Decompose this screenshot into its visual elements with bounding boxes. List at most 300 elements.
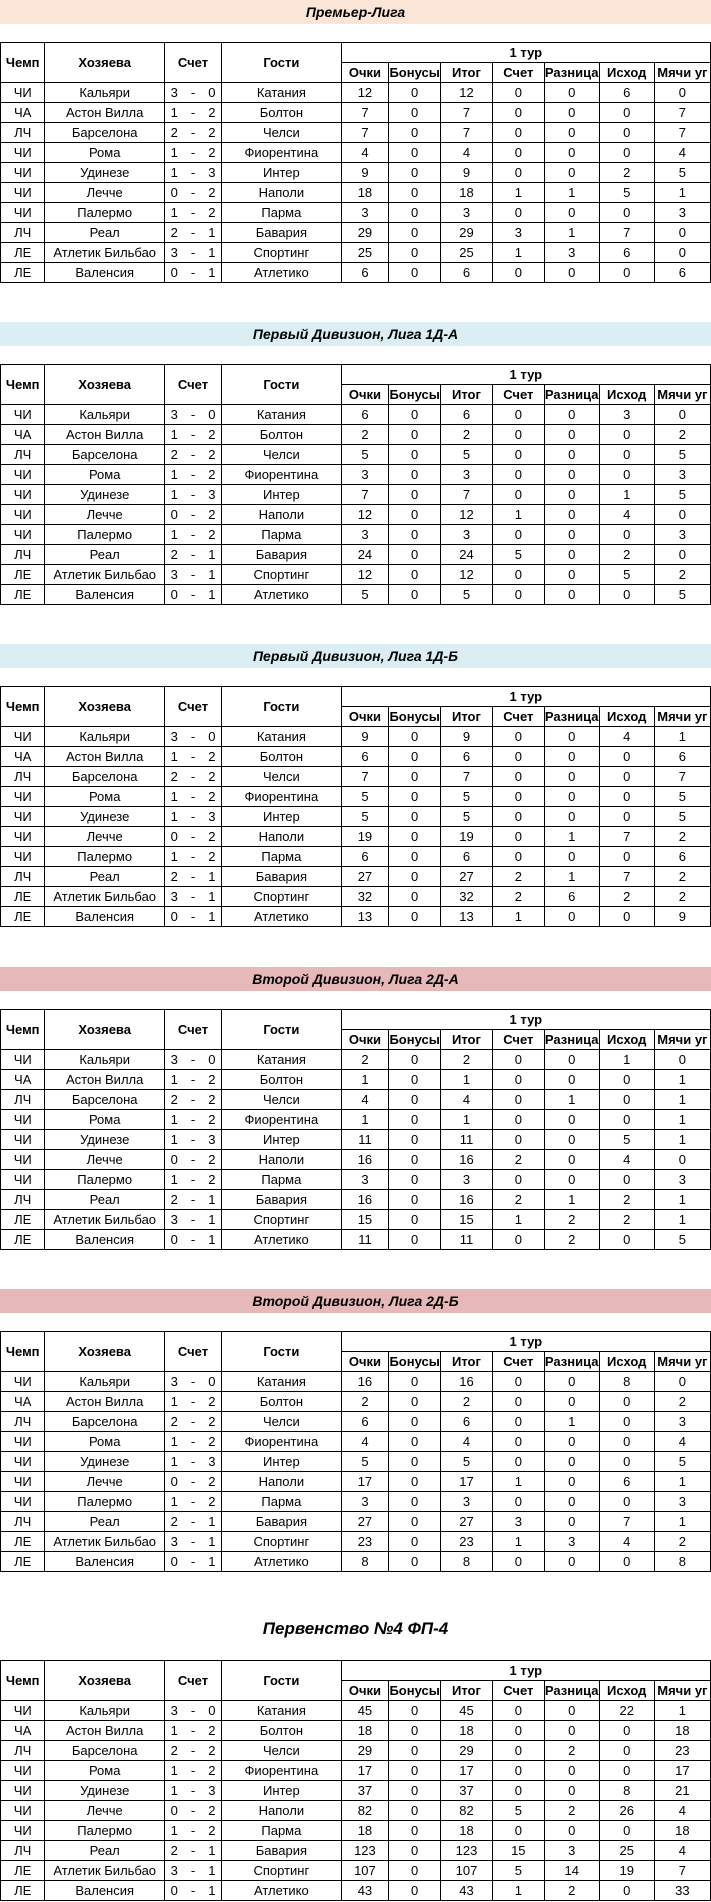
table-cell: 19 xyxy=(441,827,493,847)
table-cell: Палермо xyxy=(45,1821,165,1841)
table-cell: Спортинг xyxy=(222,565,342,585)
table-cell: 1 xyxy=(203,1841,222,1861)
table-cell: 3 xyxy=(203,163,222,183)
table-cell: ЧА xyxy=(1,1392,45,1412)
table-cell: 6 xyxy=(441,847,493,867)
table-cell: 3 xyxy=(544,1532,599,1552)
table-cell: 0 xyxy=(203,83,222,103)
table-cell: 1 xyxy=(492,243,544,263)
table-cell: 0 xyxy=(599,907,654,927)
table-cell: 0 xyxy=(544,83,599,103)
table-cell: 2 xyxy=(164,1512,183,1532)
table-cell: 1 xyxy=(654,1701,710,1721)
table-cell: 2 xyxy=(203,425,222,445)
table-cell: ЛЧ xyxy=(1,1741,45,1761)
table-cell: Рома xyxy=(45,1432,165,1452)
table-cell: Барселона xyxy=(45,123,165,143)
table-cell: Парма xyxy=(222,203,342,223)
table-cell: - xyxy=(184,847,203,867)
header-col: Бонусы xyxy=(389,707,441,727)
table-cell: 0 xyxy=(654,1050,710,1070)
table-cell: 0 xyxy=(544,807,599,827)
table-cell: 2 xyxy=(203,1392,222,1412)
table-cell: 0 xyxy=(389,847,441,867)
table-cell: 2 xyxy=(599,545,654,565)
header-col: Итог xyxy=(441,385,493,405)
table-row xyxy=(1,1090,711,1110)
table-cell: Астон Вилла xyxy=(45,103,165,123)
table-cell: Реал xyxy=(45,223,165,243)
table-cell: Наполи xyxy=(222,183,342,203)
header-round: 1 тур xyxy=(341,43,710,63)
table-cell: 0 xyxy=(492,163,544,183)
table-cell: 0 xyxy=(599,1230,654,1250)
table-row xyxy=(1,1170,711,1190)
table-cell: 107 xyxy=(341,1861,389,1881)
table-cell: - xyxy=(184,1110,203,1130)
league-title: Премьер-Лига xyxy=(0,0,711,24)
table-cell: 5 xyxy=(654,1452,710,1472)
table-cell: 0 xyxy=(599,787,654,807)
table-cell: Наполи xyxy=(222,505,342,525)
table-cell: 0 xyxy=(492,585,544,605)
table-cell: 3 xyxy=(599,405,654,425)
league-table xyxy=(0,686,711,927)
table-cell: ЧИ xyxy=(1,1110,45,1130)
table-cell: 0 xyxy=(492,425,544,445)
table-cell: 18 xyxy=(341,1821,389,1841)
table-cell: ЧИ xyxy=(1,847,45,867)
table-cell: 0 xyxy=(599,1412,654,1432)
table-cell: 6 xyxy=(654,263,710,283)
table-cell: 2 xyxy=(203,1170,222,1190)
table-cell: 26 xyxy=(599,1801,654,1821)
table-cell: ЧИ xyxy=(1,163,45,183)
table-cell: ЛЧ xyxy=(1,1190,45,1210)
table-cell: Челси xyxy=(222,1741,342,1761)
table-cell: 0 xyxy=(203,1372,222,1392)
table-cell: 2 xyxy=(599,887,654,907)
table-cell: - xyxy=(184,1452,203,1472)
table-cell: 2 xyxy=(203,445,222,465)
header-row xyxy=(1,1661,711,1681)
table-cell: ЛЕ xyxy=(1,1210,45,1230)
table-cell: 2 xyxy=(203,1150,222,1170)
table-cell: 0 xyxy=(389,405,441,425)
table-cell: 0 xyxy=(389,1170,441,1190)
table-cell: 2 xyxy=(203,103,222,123)
table-cell: 0 xyxy=(599,1741,654,1761)
table-cell: Болтон xyxy=(222,103,342,123)
table-cell: 3 xyxy=(441,1492,493,1512)
table-cell: 0 xyxy=(492,807,544,827)
table-cell: Палермо xyxy=(45,203,165,223)
table-row xyxy=(1,847,711,867)
table-cell: Рома xyxy=(45,1110,165,1130)
table-cell: 0 xyxy=(544,1392,599,1412)
table-cell: 0 xyxy=(389,1701,441,1721)
table-cell: Фиорентина xyxy=(222,787,342,807)
header-col: Счет xyxy=(492,1352,544,1372)
table-cell: 3 xyxy=(341,1492,389,1512)
table-cell: 0 xyxy=(492,565,544,585)
table-cell: 12 xyxy=(341,505,389,525)
table-cell: 8 xyxy=(654,1552,710,1572)
table-cell: 0 xyxy=(492,1781,544,1801)
table-cell: 2 xyxy=(544,1801,599,1821)
table-cell: 0 xyxy=(389,545,441,565)
table-cell: 0 xyxy=(492,1741,544,1761)
header-row xyxy=(1,1332,711,1352)
header-home: Хозяева xyxy=(45,1010,165,1050)
table-cell: - xyxy=(184,1701,203,1721)
table-cell: 1 xyxy=(492,907,544,927)
table-cell: 24 xyxy=(341,545,389,565)
table-cell: Спортинг xyxy=(222,243,342,263)
table-cell: Парма xyxy=(222,1821,342,1841)
table-row xyxy=(1,143,711,163)
table-cell: 4 xyxy=(341,1090,389,1110)
table-cell: ЧИ xyxy=(1,1821,45,1841)
table-cell: 1 xyxy=(164,1492,183,1512)
table-cell: 5 xyxy=(654,807,710,827)
table-cell: ЧИ xyxy=(1,1761,45,1781)
table-cell: 3 xyxy=(164,1701,183,1721)
table-cell: 1 xyxy=(544,1190,599,1210)
table-cell: 0 xyxy=(654,223,710,243)
header-row xyxy=(1,43,711,63)
table-cell: - xyxy=(184,1050,203,1070)
table-cell: Реал xyxy=(45,1841,165,1861)
table-cell: 3 xyxy=(164,1372,183,1392)
table-cell: 0 xyxy=(164,263,183,283)
table-cell: 1 xyxy=(203,223,222,243)
table-row xyxy=(1,1110,711,1130)
table-cell: 0 xyxy=(599,847,654,867)
table-cell: ЧИ xyxy=(1,465,45,485)
header-col: Исход xyxy=(599,63,654,83)
table-cell: 5 xyxy=(441,787,493,807)
table-cell: Барселона xyxy=(45,1412,165,1432)
table-cell: Парма xyxy=(222,847,342,867)
table-cell: - xyxy=(184,505,203,525)
header-col: Исход xyxy=(599,1352,654,1372)
table-cell: 0 xyxy=(654,83,710,103)
table-cell: 0 xyxy=(599,425,654,445)
table-cell: 0 xyxy=(654,1372,710,1392)
table-cell: 2 xyxy=(654,887,710,907)
table-cell: 25 xyxy=(341,243,389,263)
table-row xyxy=(1,1861,711,1881)
table-cell: Астон Вилла xyxy=(45,425,165,445)
table-cell: 2 xyxy=(203,1761,222,1781)
table-cell: 3 xyxy=(341,465,389,485)
header-champ: Чемп xyxy=(1,1661,45,1701)
table-cell: 1 xyxy=(203,585,222,605)
table-cell: 3 xyxy=(164,1861,183,1881)
table-cell: 3 xyxy=(654,203,710,223)
table-cell: 0 xyxy=(492,123,544,143)
table-cell: 0 xyxy=(544,767,599,787)
table-cell: - xyxy=(184,1432,203,1452)
table-cell: 1 xyxy=(164,1070,183,1090)
table-cell: ЛЧ xyxy=(1,1090,45,1110)
table-cell: 5 xyxy=(341,585,389,605)
table-cell: Бавария xyxy=(222,223,342,243)
table-cell: 37 xyxy=(441,1781,493,1801)
table-cell: - xyxy=(184,1190,203,1210)
table-row xyxy=(1,585,711,605)
table-cell: 0 xyxy=(544,1452,599,1472)
table-cell: 7 xyxy=(441,485,493,505)
header-col: Бонусы xyxy=(389,1681,441,1701)
table-cell: 0 xyxy=(389,907,441,927)
table-cell: 6 xyxy=(599,1472,654,1492)
table-cell: 6 xyxy=(654,747,710,767)
table-cell: 7 xyxy=(441,767,493,787)
table-cell: - xyxy=(184,1150,203,1170)
header-guests: Гости xyxy=(222,1332,342,1372)
table-cell: - xyxy=(184,1552,203,1572)
table-cell: 0 xyxy=(492,1050,544,1070)
table-cell: 82 xyxy=(441,1801,493,1821)
table-cell: 1 xyxy=(164,747,183,767)
table-cell: Удинезе xyxy=(45,1452,165,1472)
table-cell: Катания xyxy=(222,83,342,103)
table-cell: 0 xyxy=(544,847,599,867)
table-cell: - xyxy=(184,525,203,545)
table-cell: 2 xyxy=(441,1050,493,1070)
table-cell: Болтон xyxy=(222,1392,342,1412)
table-cell: - xyxy=(184,143,203,163)
table-row xyxy=(1,1070,711,1090)
table-cell: 1 xyxy=(341,1110,389,1130)
table-cell: 3 xyxy=(203,1781,222,1801)
table-cell: - xyxy=(184,83,203,103)
table-cell: 2 xyxy=(492,1190,544,1210)
table-cell: 2 xyxy=(164,767,183,787)
table-cell: 0 xyxy=(599,1090,654,1110)
table-cell: Фиорентина xyxy=(222,143,342,163)
table-row xyxy=(1,827,711,847)
table-cell: Бавария xyxy=(222,1841,342,1861)
table-cell: Спортинг xyxy=(222,1861,342,1881)
table-cell: 13 xyxy=(441,907,493,927)
table-cell: ЧИ xyxy=(1,1452,45,1472)
table-cell: 2 xyxy=(203,1821,222,1841)
table-cell: - xyxy=(184,827,203,847)
table-cell: 1 xyxy=(492,505,544,525)
table-cell: 2 xyxy=(164,1412,183,1432)
table-cell: 12 xyxy=(341,565,389,585)
table-cell: 18 xyxy=(654,1721,710,1741)
table-cell: 0 xyxy=(654,545,710,565)
table-cell: 7 xyxy=(599,1512,654,1532)
table-cell: 0 xyxy=(389,1532,441,1552)
league-title: Первый Дивизион, Лига 1Д-А xyxy=(0,322,711,346)
table-cell: ЧИ xyxy=(1,1150,45,1170)
table-cell: 5 xyxy=(654,163,710,183)
table-cell: - xyxy=(184,807,203,827)
league-table xyxy=(0,1009,711,1250)
header-col: Мячи уг xyxy=(654,1352,710,1372)
table-cell: 0 xyxy=(599,123,654,143)
table-row xyxy=(1,405,711,425)
table-cell: 17 xyxy=(341,1472,389,1492)
table-cell: 18 xyxy=(441,1821,493,1841)
header-guests: Гости xyxy=(222,365,342,405)
table-cell: 5 xyxy=(441,585,493,605)
table-cell: Реал xyxy=(45,545,165,565)
table-cell: 1 xyxy=(654,1090,710,1110)
table-cell: Спортинг xyxy=(222,887,342,907)
table-cell: Астон Вилла xyxy=(45,747,165,767)
table-cell: 1 xyxy=(164,847,183,867)
table-cell: 7 xyxy=(654,767,710,787)
table-cell: 23 xyxy=(441,1532,493,1552)
table-cell: - xyxy=(184,787,203,807)
header-guests: Гости xyxy=(222,687,342,727)
table-cell: 0 xyxy=(389,585,441,605)
table-cell: 1 xyxy=(599,1050,654,1070)
table-row xyxy=(1,1432,711,1452)
table-cell: ЧИ xyxy=(1,203,45,223)
table-cell: 1 xyxy=(341,1070,389,1090)
table-cell: 2 xyxy=(203,1110,222,1130)
table-cell: ЧИ xyxy=(1,183,45,203)
table-cell: 21 xyxy=(654,1781,710,1801)
table-cell: 0 xyxy=(654,405,710,425)
table-cell: 0 xyxy=(389,747,441,767)
table-cell: 11 xyxy=(341,1130,389,1150)
table-cell: 0 xyxy=(164,1150,183,1170)
table-cell: 5 xyxy=(341,1452,389,1472)
table-cell: ЧА xyxy=(1,1070,45,1090)
header-round: 1 тур xyxy=(341,1010,710,1030)
table-row xyxy=(1,1392,711,1412)
table-cell: Астон Вилла xyxy=(45,1070,165,1090)
table-cell: Наполи xyxy=(222,827,342,847)
table-cell: 7 xyxy=(599,223,654,243)
table-cell: 4 xyxy=(441,143,493,163)
table-cell: 43 xyxy=(441,1881,493,1901)
table-cell: 0 xyxy=(599,747,654,767)
table-cell: 0 xyxy=(599,1721,654,1741)
table-cell: 0 xyxy=(389,1210,441,1230)
table-cell: - xyxy=(184,545,203,565)
table-cell: Валенсия xyxy=(45,1881,165,1901)
table-cell: 2 xyxy=(203,767,222,787)
table-cell: 3 xyxy=(492,223,544,243)
table-cell: 0 xyxy=(389,807,441,827)
table-cell: Интер xyxy=(222,1130,342,1150)
table-cell: 6 xyxy=(599,83,654,103)
table-cell: ЧИ xyxy=(1,1170,45,1190)
table-cell: 0 xyxy=(544,123,599,143)
table-cell: 0 xyxy=(599,263,654,283)
table-cell: 0 xyxy=(599,1761,654,1781)
table-cell: ЧИ xyxy=(1,1472,45,1492)
header-col: Счет xyxy=(492,707,544,727)
table-cell: 0 xyxy=(492,465,544,485)
table-cell: Рома xyxy=(45,787,165,807)
table-cell: 2 xyxy=(164,223,183,243)
table-cell: ЛЕ xyxy=(1,1881,45,1901)
table-cell: 18 xyxy=(341,1721,389,1741)
table-cell: Удинезе xyxy=(45,1781,165,1801)
table-cell: Рома xyxy=(45,1761,165,1781)
table-cell: 0 xyxy=(164,1552,183,1572)
table-cell: 0 xyxy=(492,1761,544,1781)
table-cell: Интер xyxy=(222,1452,342,1472)
table-cell: 0 xyxy=(492,143,544,163)
league-title: Второй Дивизион, Лига 2Д-Б xyxy=(0,1289,711,1313)
table-cell: 17 xyxy=(441,1472,493,1492)
table-cell: 0 xyxy=(544,465,599,485)
table-cell: 107 xyxy=(441,1861,493,1881)
league-table xyxy=(0,42,711,283)
table-cell: 0 xyxy=(492,1392,544,1412)
table-cell: 1 xyxy=(164,1452,183,1472)
table-cell: 0 xyxy=(544,1150,599,1170)
table-cell: 6 xyxy=(341,405,389,425)
table-cell: 1 xyxy=(203,1190,222,1210)
table-cell: - xyxy=(184,1230,203,1250)
table-cell: - xyxy=(184,1090,203,1110)
table-cell: Реал xyxy=(45,867,165,887)
table-cell: 1 xyxy=(203,907,222,927)
table-cell: ЧИ xyxy=(1,1492,45,1512)
table-cell: 0 xyxy=(492,1821,544,1841)
table-cell: 2 xyxy=(544,1210,599,1230)
table-cell: - xyxy=(184,1170,203,1190)
table-cell: 3 xyxy=(654,1170,710,1190)
table-cell: 0 xyxy=(544,727,599,747)
header-col: Разница xyxy=(544,1681,599,1701)
table-cell: 1 xyxy=(164,143,183,163)
table-cell: 6 xyxy=(654,847,710,867)
table-cell: Удинезе xyxy=(45,1130,165,1150)
table-cell: 5 xyxy=(492,1801,544,1821)
table-cell: 19 xyxy=(599,1861,654,1881)
table-cell: 0 xyxy=(389,1861,441,1881)
table-cell: 9 xyxy=(441,163,493,183)
table-cell: Наполи xyxy=(222,1472,342,1492)
table-cell: 0 xyxy=(492,485,544,505)
table-cell: 0 xyxy=(164,1230,183,1250)
table-cell: ЛЕ xyxy=(1,887,45,907)
table-cell: Барселона xyxy=(45,1090,165,1110)
table-cell: 3 xyxy=(164,83,183,103)
table-cell: 0 xyxy=(389,1412,441,1432)
table-cell: - xyxy=(184,1841,203,1861)
header-col: Бонусы xyxy=(389,63,441,83)
table-cell: 0 xyxy=(599,1170,654,1190)
table-cell: 1 xyxy=(544,183,599,203)
table-cell: ЛЕ xyxy=(1,585,45,605)
table-cell: 0 xyxy=(389,1190,441,1210)
table-cell: Атлетик Бильбао xyxy=(45,243,165,263)
table-cell: ЧИ xyxy=(1,505,45,525)
table-cell: 0 xyxy=(389,1392,441,1412)
table-cell: 1 xyxy=(203,887,222,907)
table-cell: 12 xyxy=(341,83,389,103)
table-cell: 1 xyxy=(654,1190,710,1210)
table-cell: - xyxy=(184,585,203,605)
table-cell: 7 xyxy=(341,485,389,505)
table-cell: - xyxy=(184,1492,203,1512)
table-cell: 0 xyxy=(389,1741,441,1761)
